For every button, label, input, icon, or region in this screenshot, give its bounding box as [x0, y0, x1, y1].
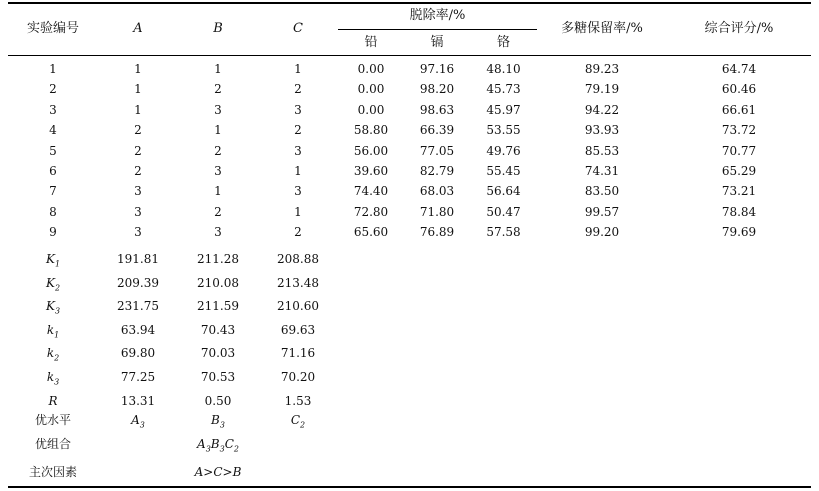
primary-factors-value: A>C>B	[194, 465, 242, 479]
cell-exp-no: 4	[49, 123, 57, 138]
cell-factor-c: 2	[294, 123, 302, 138]
cell-factor-a: 3	[134, 225, 142, 240]
stat-value-a: 13.31	[120, 393, 156, 408]
cell-cadmium: 66.39	[419, 123, 455, 138]
cell-exp-no: 9	[49, 225, 57, 240]
stat-value-b: 210.08	[197, 275, 239, 290]
cell-lead: 0.00	[357, 62, 385, 76]
cell-score: 60.46	[721, 82, 757, 97]
cell-lead: 72.80	[353, 204, 389, 219]
cell-chromium: 53.55	[486, 123, 521, 138]
cell-exp-no: 2	[49, 82, 57, 97]
stat-value-b: 70.53	[200, 370, 236, 384]
cell-factor-c: 1	[294, 204, 302, 219]
cell-factor-c: 1	[294, 62, 302, 76]
cell-exp-no: 3	[49, 102, 57, 117]
stat-value-c: 70.20	[280, 370, 316, 384]
cell-lead: 74.40	[353, 184, 389, 199]
optimal-combo-label: 优组合	[34, 437, 71, 451]
stat-value-b: 70.03	[200, 346, 236, 361]
cell-factor-a: 2	[134, 164, 142, 178]
optimal-level-a: $A_3$	[131, 413, 145, 430]
cell-factor-b: 1	[214, 184, 222, 199]
cell-lead: 58.80	[353, 123, 389, 138]
cell-factor-b: 3	[214, 164, 222, 178]
stat-value-c: 208.88	[277, 252, 319, 266]
cell-factor-c: 3	[294, 143, 302, 158]
cell-factor-a: 2	[134, 123, 142, 138]
cell-factor-b: 2	[214, 143, 222, 158]
cell-cadmium: 98.20	[419, 82, 455, 97]
cell-polysaccharide: 89.23	[584, 62, 620, 76]
cell-factor-a: 2	[134, 143, 142, 158]
cell-exp-no: 6	[49, 164, 57, 178]
stat-value-a: 231.75	[117, 299, 159, 314]
cell-exp-no: 7	[49, 184, 57, 199]
cell-factor-b: 2	[214, 204, 222, 219]
header-exp-no: 实验编号	[26, 21, 79, 36]
stat-value-a: 77.25	[120, 370, 156, 384]
cell-polysaccharide: 85.53	[584, 143, 620, 158]
cell-score: 78.84	[721, 204, 757, 219]
stat-value-b: 70.43	[200, 322, 236, 337]
optimal-level-c: $C_2$	[290, 413, 306, 430]
cell-factor-a: 1	[134, 102, 142, 117]
cell-chromium: 57.58	[486, 225, 521, 240]
cell-cadmium: 98.63	[419, 102, 455, 117]
stat-value-a: 191.81	[117, 252, 159, 266]
header-factor-c: C	[293, 21, 303, 36]
stat-value-a: 63.94	[120, 322, 156, 337]
cell-factor-a: 3	[134, 184, 142, 199]
cell-polysaccharide: 94.22	[584, 102, 620, 117]
cell-chromium: 56.64	[486, 184, 521, 199]
cell-chromium: 48.10	[486, 62, 521, 76]
cell-lead: 56.00	[353, 143, 389, 158]
optimal-level-b: $B_3$	[211, 413, 225, 430]
cell-factor-c: 3	[294, 102, 302, 117]
stat-label: $K_2$	[45, 275, 61, 292]
cell-factor-b: 3	[214, 102, 222, 117]
stat-value-c: 71.16	[280, 346, 316, 361]
header-cadmium: 镉	[430, 35, 444, 50]
stat-value-a: 69.80	[120, 346, 156, 361]
cell-exp-no: 1	[49, 62, 57, 76]
cell-polysaccharide: 79.19	[584, 82, 620, 97]
cell-cadmium: 76.89	[419, 225, 455, 240]
optimal-combo-value: $A_3B_3C_2$	[197, 437, 239, 454]
cell-cadmium: 82.79	[419, 164, 455, 178]
stat-value-b: 211.28	[197, 252, 239, 266]
optimal-level-label: 优水平	[34, 413, 71, 427]
header-removal-rate: 脱除率/%	[409, 8, 466, 23]
cell-score: 64.74	[721, 62, 757, 76]
stat-value-c: 210.60	[277, 299, 319, 314]
header-factor-a: A	[133, 21, 143, 36]
cell-exp-no: 5	[49, 143, 57, 158]
cell-polysaccharide: 99.20	[584, 225, 620, 240]
cell-cadmium: 71.80	[419, 204, 455, 219]
cell-score: 73.21	[721, 184, 757, 199]
cell-polysaccharide: 99.57	[584, 204, 620, 219]
header-chromium: 铬	[496, 35, 510, 50]
cell-lead: 0.00	[357, 102, 385, 117]
stat-label: $K_1$	[45, 252, 61, 269]
top-rule	[8, 2, 811, 4]
cell-polysaccharide: 83.50	[584, 184, 620, 199]
cell-factor-b: 1	[214, 123, 222, 138]
stat-value-b: 211.59	[197, 299, 239, 314]
cell-chromium: 49.76	[486, 143, 521, 158]
stat-label: $k_2$	[46, 346, 60, 363]
cell-score: 79.69	[721, 225, 757, 240]
cell-exp-no: 8	[49, 204, 57, 219]
cell-chromium: 45.97	[486, 102, 521, 117]
cell-score: 73.72	[721, 123, 757, 138]
stat-label: $K_3$	[45, 299, 61, 316]
cell-lead: 0.00	[357, 82, 385, 97]
header-lead: 铅	[364, 35, 378, 50]
stat-label: $k_1$	[46, 322, 60, 340]
cell-chromium: 50.47	[486, 204, 521, 219]
cell-chromium: 45.73	[486, 82, 521, 97]
cell-factor-b: 2	[214, 82, 222, 97]
orthogonal-test-table	[8, 0, 811, 491]
stat-value-c: 69.63	[280, 322, 316, 337]
cell-polysaccharide: 74.31	[584, 164, 620, 178]
stat-label: R	[48, 393, 58, 408]
cell-cadmium: 77.05	[419, 143, 455, 158]
cell-factor-c: 3	[294, 184, 302, 199]
stat-value-b: 0.50	[204, 393, 232, 408]
cell-factor-a: 3	[134, 204, 142, 219]
cell-factor-b: 3	[214, 225, 222, 240]
primary-factors-label: 主次因素	[28, 465, 77, 479]
cell-factor-a: 1	[134, 82, 142, 97]
cell-score: 66.61	[721, 102, 757, 117]
cell-lead: 39.60	[353, 164, 389, 178]
stat-value-a: 209.39	[117, 275, 159, 290]
cell-factor-b: 1	[214, 62, 222, 76]
cell-cadmium: 68.03	[419, 184, 455, 199]
cell-lead: 65.60	[353, 225, 389, 240]
cell-chromium: 55.45	[486, 164, 521, 178]
header-bottom-rule	[8, 55, 811, 56]
group-rule	[338, 29, 537, 30]
stat-label: $k_3$	[46, 370, 60, 387]
cell-score: 65.29	[721, 164, 757, 178]
cell-factor-c: 2	[294, 225, 302, 240]
header-polysaccharide-retention: 多糖保留率/%	[561, 21, 643, 36]
stat-value-c: 213.48	[277, 275, 319, 290]
cell-polysaccharide: 93.93	[584, 123, 620, 138]
bottom-rule	[8, 486, 811, 488]
header-overall-score: 综合评分/%	[704, 21, 774, 36]
cell-factor-a: 1	[134, 62, 142, 76]
stat-value-c: 1.53	[284, 393, 312, 408]
cell-factor-c: 2	[294, 82, 302, 97]
header-factor-b: B	[213, 21, 223, 36]
cell-score: 70.77	[721, 143, 757, 158]
cell-factor-c: 1	[294, 164, 302, 178]
cell-cadmium: 97.16	[419, 62, 455, 76]
